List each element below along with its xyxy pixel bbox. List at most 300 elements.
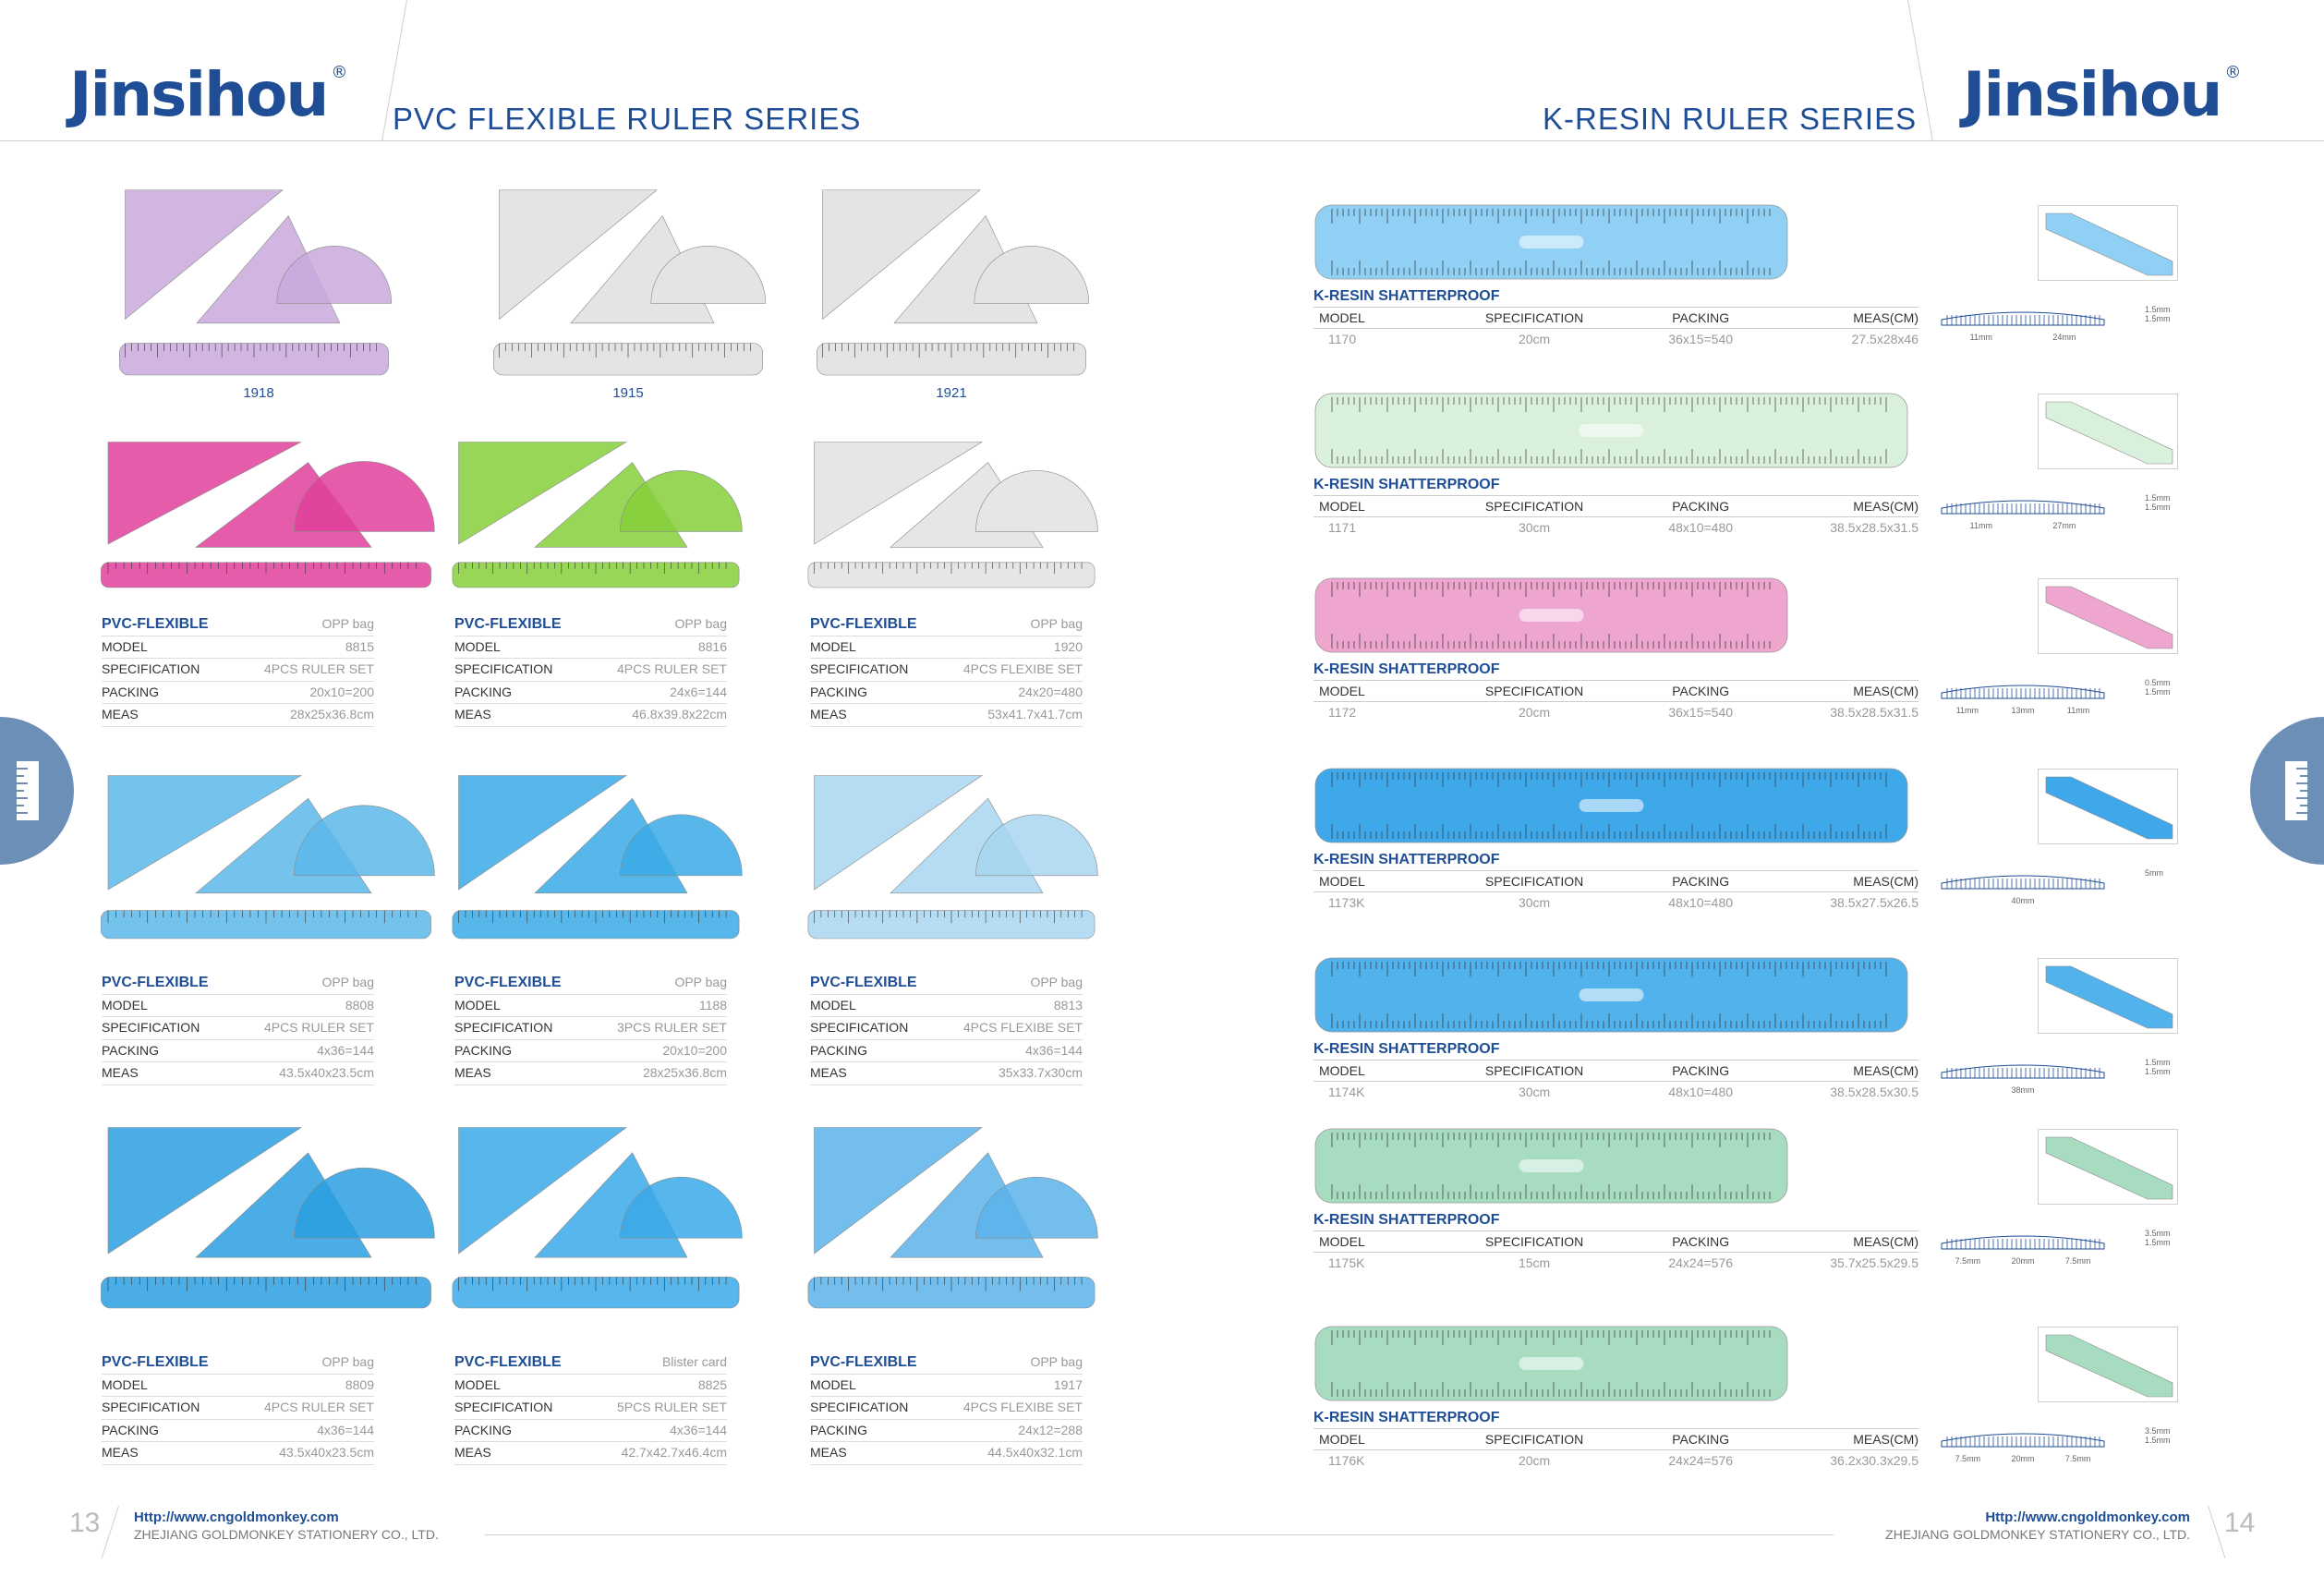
spec-label: MODEL <box>102 638 148 654</box>
thickness-dimensions <box>2145 678 2171 697</box>
thickness-dimension: 0.5mm <box>2145 678 2171 687</box>
thickness-dimensions <box>2145 305 2171 323</box>
product-type: PVC-FLEXIBLE <box>454 1354 562 1370</box>
spec-row-specification <box>102 659 374 682</box>
top-set-caption: 1921 <box>936 385 967 401</box>
spec-value: 1172 <box>1328 705 1357 720</box>
spec-label: PACKING <box>810 684 867 699</box>
kresin-title: K-RESIN SHATTERPROOF <box>1313 1410 1500 1425</box>
width-dimension: 24mm <box>2052 333 2076 342</box>
spec-row-model <box>102 995 374 1018</box>
cross-section-diagram <box>1940 1426 2180 1469</box>
spec-value: 30cm <box>1518 1085 1551 1099</box>
side-tab-right <box>2250 717 2324 865</box>
width-dimension: 27mm <box>2052 521 2076 530</box>
left-series-title: PVC FLEXIBLE RULER SERIES <box>393 102 862 136</box>
kresin-title: K-RESIN SHATTERPROOF <box>1313 477 1500 492</box>
ruler-closeup-thumbnail[interactable] <box>2038 769 2178 844</box>
spec-value: 38.5x28.5x31.5 <box>1830 705 1919 720</box>
cross-section-diagram <box>1940 493 2180 536</box>
spec-value: 1188 <box>698 997 727 1012</box>
spec-value: 43.5x40x23.5cm <box>279 1445 374 1460</box>
ruler-set-image <box>799 1118 1104 1312</box>
spec-value: 4x36=144 <box>1025 1042 1083 1058</box>
spec-value: 1920 <box>1053 638 1083 654</box>
spec-row-meas <box>102 1062 374 1085</box>
width-dimensions <box>1940 1256 2106 1266</box>
spec-row-packing <box>102 1420 374 1443</box>
spec-label: MODEL <box>1313 681 1453 702</box>
closeup-image <box>2039 394 2177 468</box>
ruler-set-image <box>91 767 442 942</box>
width-dimension: 7.5mm <box>2064 1454 2091 1463</box>
brand-logo-left <box>69 59 346 130</box>
ruler-icon <box>0 717 74 865</box>
ruler-closeup-thumbnail[interactable] <box>2038 578 2178 654</box>
ruler-image-1176K[interactable] <box>1313 1323 1789 1404</box>
closeup-image <box>2039 770 2177 843</box>
spec-value: 8809 <box>345 1376 374 1392</box>
spec-value: 5PCS RULER SET <box>616 1400 727 1414</box>
spec-row-model <box>102 1375 374 1398</box>
width-dimensions <box>1940 521 2106 530</box>
kresin-title: K-RESIN SHATTERPROOF <box>1313 288 1500 304</box>
spec-label: MODEL <box>810 997 856 1012</box>
thickness-dimension: 1.5mm <box>2145 1436 2171 1445</box>
closeup-image <box>2039 579 2177 653</box>
width-dimensions <box>1940 1454 2106 1463</box>
width-dimensions <box>1940 706 2106 715</box>
spec-value: 20cm <box>1518 705 1551 720</box>
spec-row-specification <box>454 659 727 682</box>
footer-url-left[interactable]: Http://www.cngoldmonkey.com <box>134 1509 339 1525</box>
thickness-dimension: 1.5mm <box>2145 1238 2171 1247</box>
packaging-type: OPP bag <box>1030 975 1083 989</box>
ruler-edge <box>2046 1335 2173 1397</box>
spec-row-meas <box>810 704 1083 727</box>
spec-label: PACKING <box>454 684 512 699</box>
spec-label: SPECIFICATION <box>454 1400 553 1414</box>
ruler-set-image <box>91 1118 442 1312</box>
product-type: PVC-FLEXIBLE <box>102 975 209 990</box>
product-image-8809[interactable] <box>91 1118 442 1312</box>
cross-section-diagram <box>1940 868 2180 911</box>
ruler-icon <box>2250 717 2324 865</box>
width-dimension: 11mm <box>1955 706 1979 715</box>
spec-value: 3PCS RULER SET <box>616 1020 727 1035</box>
product-type: PVC-FLEXIBLE <box>810 616 917 632</box>
thickness-dimension: 5mm <box>2145 868 2163 878</box>
spec-header-row <box>454 972 727 995</box>
packaging-type: OPP bag <box>674 616 727 631</box>
spec-row-specification <box>810 659 1083 682</box>
product-type: PVC-FLEXIBLE <box>454 616 562 632</box>
spec-header-row <box>454 613 727 636</box>
spec-row-meas <box>102 704 374 727</box>
spec-value: 53x41.7x41.7cm <box>987 707 1083 721</box>
product-image-1920[interactable] <box>799 434 1104 591</box>
width-dimension: 38mm <box>2011 1085 2035 1095</box>
product-type: PVC-FLEXIBLE <box>102 616 209 632</box>
packaging-type: OPP bag <box>674 975 727 989</box>
product-image-1917[interactable] <box>799 1118 1104 1312</box>
spec-header-row <box>810 972 1083 995</box>
spec-label: MEAS(CM) <box>1785 681 1919 702</box>
closeup-image <box>2039 1327 2177 1401</box>
product-spec-table <box>102 972 374 1085</box>
spec-label: MODEL <box>810 638 856 654</box>
ruler-image-1170[interactable] <box>1313 201 1789 283</box>
ruler-image <box>1313 575 1789 656</box>
ruler-set-image <box>485 180 771 379</box>
thickness-dimension: 1.5mm <box>2145 1058 2171 1067</box>
finger-grip <box>1580 799 1644 812</box>
footer-slash-left <box>101 1506 118 1558</box>
thickness-dimension: 3.5mm <box>2145 1426 2171 1436</box>
ruler-closeup-thumbnail[interactable] <box>2038 1129 2178 1205</box>
spec-row-meas <box>454 704 727 727</box>
spec-header-row <box>454 1352 727 1375</box>
spec-row-packing <box>102 1040 374 1063</box>
cross-section-diagram <box>1940 1229 2180 1271</box>
spec-row-packing <box>810 682 1083 705</box>
product-spec-table <box>454 613 727 727</box>
packaging-type: OPP bag <box>321 616 374 631</box>
width-dimension: 7.5mm <box>1955 1454 1981 1463</box>
spec-label: PACKING <box>1616 1429 1785 1450</box>
spec-label: SPECIFICATION <box>102 1020 200 1035</box>
spec-row-model <box>102 636 374 660</box>
top-set-1915[interactable] <box>485 180 771 379</box>
right-series-title: K-RESIN RULER SERIES <box>1543 102 1918 136</box>
thickness-dimensions <box>2145 493 2171 512</box>
spec-row-model <box>454 995 727 1018</box>
spec-label: PACKING <box>1616 308 1785 329</box>
ruler-closeup-thumbnail[interactable] <box>2038 958 2178 1034</box>
top-set-1921[interactable] <box>808 180 1095 379</box>
spec-label: SPECIFICATION <box>810 1020 909 1035</box>
product-image-8813[interactable] <box>799 767 1104 942</box>
ruler-edge <box>2046 402 2173 464</box>
product-spec-table <box>810 613 1083 727</box>
spec-label: MEAS(CM) <box>1785 1429 1919 1450</box>
spec-label: MODEL <box>454 1376 501 1392</box>
ruler-image <box>1313 1323 1789 1404</box>
spec-header-row <box>102 613 374 636</box>
product-type: PVC-FLEXIBLE <box>810 975 917 990</box>
spec-value: 36.2x30.3x29.5 <box>1830 1453 1919 1468</box>
spec-label: PACKING <box>1616 496 1785 517</box>
kresin-spec-grid <box>1313 870 1919 913</box>
spec-value: 20x10=200 <box>309 684 374 699</box>
width-dimension: 40mm <box>2011 896 2035 905</box>
spec-label: PACKING <box>454 1422 512 1437</box>
spec-value: 35.7x25.5x29.5 <box>1830 1255 1919 1270</box>
spec-label: MEAS(CM) <box>1785 871 1919 892</box>
product-image-8816[interactable] <box>443 434 748 591</box>
spec-label: SPECIFICATION <box>1453 681 1616 702</box>
thickness-dimensions <box>2145 1229 2171 1247</box>
ruler-set-image <box>91 434 442 591</box>
profile-shape <box>1940 493 2106 521</box>
spec-label: MODEL <box>1313 308 1453 329</box>
ruler-edge <box>2046 1137 2173 1199</box>
spec-row-specification <box>810 1017 1083 1040</box>
spec-label: MEAS <box>102 1445 139 1460</box>
finger-grip <box>1580 988 1644 1001</box>
spec-value: 24x24=576 <box>1668 1255 1734 1270</box>
spec-label: SPECIFICATION <box>1453 1429 1616 1450</box>
product-spec-table <box>454 1352 727 1465</box>
spec-value: 15cm <box>1518 1255 1551 1270</box>
brand-logo-right <box>1963 59 2240 130</box>
ruler-set-image <box>111 180 397 379</box>
kresin-spec-grid <box>1313 495 1919 538</box>
spec-label: MODEL <box>1313 1061 1453 1082</box>
spec-label: SPECIFICATION <box>454 661 553 676</box>
thickness-dimension: 1.5mm <box>2145 503 2171 512</box>
kresin-spec-table <box>1313 475 1919 538</box>
packaging-type: OPP bag <box>321 975 374 989</box>
product-type: PVC-FLEXIBLE <box>454 975 562 990</box>
kresin-title: K-RESIN SHATTERPROOF <box>1313 852 1500 867</box>
spec-label: PACKING <box>102 684 159 699</box>
ruler-closeup-thumbnail[interactable] <box>2038 205 2178 281</box>
profile-shape <box>1940 1058 2106 1085</box>
product-image-8808[interactable] <box>91 767 442 942</box>
width-dimension: 11mm <box>1969 333 1992 342</box>
ruler-edge <box>2046 213 2173 275</box>
spec-value: 24x24=576 <box>1668 1453 1734 1468</box>
spec-label: MODEL <box>1313 496 1453 517</box>
ruler-image-1173K[interactable] <box>1313 765 1909 846</box>
spec-value: 4PCS RULER SET <box>263 1020 374 1035</box>
width-dimension: 7.5mm <box>1955 1256 1981 1266</box>
thickness-dimension: 1.5mm <box>2145 305 2171 314</box>
spec-value: 48x10=480 <box>1668 520 1734 535</box>
spec-value: 24x6=144 <box>670 684 727 699</box>
spec-label: MEAS(CM) <box>1785 496 1919 517</box>
spec-row-packing <box>810 1040 1083 1063</box>
spec-value: 1171 <box>1328 520 1357 535</box>
spec-label: SPECIFICATION <box>1453 1231 1616 1253</box>
thickness-dimension: 3.5mm <box>2145 1229 2171 1238</box>
ruler-closeup-thumbnail[interactable] <box>2038 394 2178 469</box>
product-image-1188[interactable] <box>443 767 748 942</box>
spec-value: 28x25x36.8cm <box>642 1065 727 1080</box>
spec-row-meas <box>810 1062 1083 1085</box>
spec-label: MODEL <box>1313 1429 1453 1450</box>
finger-grip <box>1519 1159 1584 1172</box>
spec-row-model <box>810 995 1083 1018</box>
finger-grip <box>1519 609 1584 622</box>
spec-label: MODEL <box>454 638 501 654</box>
width-dimension: 13mm <box>2011 706 2035 715</box>
spec-label: MEAS <box>454 1065 491 1080</box>
closeup-image <box>2039 1130 2177 1204</box>
ruler-image <box>1313 954 1909 1036</box>
ruler-closeup-thumbnail[interactable] <box>2038 1327 2178 1402</box>
spec-label: SPECIFICATION <box>102 1400 200 1414</box>
ruler-image-1175K[interactable] <box>1313 1125 1789 1206</box>
spec-value: 48x10=480 <box>1668 1085 1734 1099</box>
ruler-edge <box>2046 587 2173 649</box>
spec-row-model <box>454 1375 727 1398</box>
spec-value: 48x10=480 <box>1668 895 1734 910</box>
width-dimension: 7.5mm <box>2064 1256 2091 1266</box>
profile-shape <box>1940 305 2106 333</box>
thickness-dimension: 1.5mm <box>2145 493 2171 503</box>
finger-grip <box>1519 1357 1584 1370</box>
spec-label: PACKING <box>102 1422 159 1437</box>
spec-value: 4PCS FLEXIBE SET <box>962 1400 1083 1414</box>
spec-label: SPECIFICATION <box>454 1020 553 1035</box>
spec-label: PACKING <box>1616 1231 1785 1253</box>
spec-value: 4x36=144 <box>317 1042 374 1058</box>
registered-mark: ® <box>2224 63 2240 82</box>
spec-label: PACKING <box>810 1042 867 1058</box>
spec-value: 8825 <box>697 1376 727 1392</box>
spec-label: MEAS <box>102 1065 139 1080</box>
ruler-edge <box>2046 966 2173 1028</box>
spec-label: SPECIFICATION <box>1453 496 1616 517</box>
spec-label: MEAS <box>810 1445 847 1460</box>
footer-url-right[interactable]: Http://www.cngoldmonkey.com <box>1985 1509 2190 1525</box>
cross-section-diagram <box>1940 678 2180 721</box>
spec-value: 4PCS FLEXIBE SET <box>962 661 1083 676</box>
product-spec-table <box>810 972 1083 1085</box>
ruler-image-1172[interactable] <box>1313 575 1789 656</box>
thickness-dimension: 1.5mm <box>2145 1067 2171 1076</box>
spec-row-packing <box>454 1040 727 1063</box>
spec-value: 27.5x28x46 <box>1851 332 1919 346</box>
page-number-right: 14 <box>2224 1508 2256 1538</box>
kresin-spec-table <box>1313 660 1919 722</box>
ruler-image-1174K[interactable] <box>1313 954 1909 1036</box>
profile-shape <box>1940 1229 2106 1256</box>
spec-row-meas <box>454 1442 727 1465</box>
spec-value: 30cm <box>1518 520 1551 535</box>
ruler-set-image <box>799 767 1104 942</box>
width-dimension: 11mm <box>2066 706 2090 715</box>
spec-label: SPECIFICATION <box>102 661 200 676</box>
spec-row-model <box>454 636 727 660</box>
width-dimensions <box>1940 896 2106 905</box>
spec-value: 1170 <box>1328 332 1357 346</box>
footer-company-left: ZHEJIANG GOLDMONKEY STATIONERY CO., LTD. <box>134 1527 439 1542</box>
spec-value: 8813 <box>1053 997 1083 1012</box>
spec-row-specification <box>454 1017 727 1040</box>
spec-row-specification <box>454 1397 727 1420</box>
spec-label: PACKING <box>102 1042 159 1058</box>
spec-header-row <box>810 1352 1083 1375</box>
spec-header-row <box>102 972 374 995</box>
spec-value: 43.5x40x23.5cm <box>279 1065 374 1080</box>
spec-label: SPECIFICATION <box>1453 871 1616 892</box>
spec-row-packing <box>454 682 727 705</box>
page-number-left: 13 <box>69 1508 101 1538</box>
spec-row-model <box>810 636 1083 660</box>
ruler-set-image <box>808 180 1095 379</box>
ruler-set-image <box>443 767 748 942</box>
top-set-caption: 1915 <box>612 385 644 401</box>
spec-row-meas <box>102 1442 374 1465</box>
spec-value: 46.8x39.8x22cm <box>632 707 727 721</box>
kresin-spec-table <box>1313 1408 1919 1471</box>
thickness-dimensions <box>2145 1426 2171 1445</box>
spec-label: MEAS <box>102 707 139 721</box>
width-dimension: 20mm <box>2011 1256 2035 1266</box>
kresin-spec-grid <box>1313 1060 1919 1102</box>
cross-section-diagram <box>1940 305 2180 347</box>
spec-value: 20cm <box>1518 1453 1551 1468</box>
side-tab-left <box>0 717 74 865</box>
spec-label: MODEL <box>102 997 148 1012</box>
spec-label: PACKING <box>810 1422 867 1437</box>
spec-value: 1175K <box>1328 1255 1365 1270</box>
spec-value: 44.5x40x32.1cm <box>987 1445 1083 1460</box>
kresin-title: K-RESIN SHATTERPROOF <box>1313 1041 1500 1057</box>
spec-label: MEAS <box>454 707 491 721</box>
thickness-dimension: 1.5mm <box>2145 687 2171 697</box>
spec-row-specification <box>810 1397 1083 1420</box>
cross-section-diagram <box>1940 1058 2180 1100</box>
product-spec-table <box>454 972 727 1085</box>
spec-value: 24x12=288 <box>1018 1422 1083 1437</box>
ruler-set-image <box>443 434 748 591</box>
kresin-spec-table <box>1313 1039 1919 1102</box>
spec-label: PACKING <box>454 1042 512 1058</box>
product-image-8825[interactable] <box>443 1118 748 1312</box>
spec-value: 1174K <box>1328 1085 1365 1099</box>
spec-row-packing <box>102 682 374 705</box>
spec-value: 20cm <box>1518 332 1551 346</box>
spec-label: MODEL <box>1313 1231 1453 1253</box>
width-dimension: 20mm <box>2011 1454 2035 1463</box>
ruler-image-1171[interactable] <box>1313 390 1909 471</box>
spec-value: 35x33.7x30cm <box>998 1065 1083 1080</box>
footer-company-right: ZHEJIANG GOLDMONKEY STATIONERY CO., LTD. <box>1885 1527 2190 1542</box>
top-set-1918[interactable] <box>111 180 397 379</box>
product-image-8815[interactable] <box>91 434 442 591</box>
spec-row-model <box>810 1375 1083 1398</box>
brand-name: Jinsihou <box>69 59 328 130</box>
product-spec-table <box>810 1352 1083 1465</box>
kresin-spec-grid <box>1313 1428 1919 1471</box>
spec-row-specification <box>102 1397 374 1420</box>
spec-value: 4PCS RULER SET <box>263 661 374 676</box>
spec-label: SPECIFICATION <box>810 661 909 676</box>
spec-label: SPECIFICATION <box>1453 1061 1616 1082</box>
spec-value: 4x36=144 <box>670 1422 727 1437</box>
spec-value: 36x15=540 <box>1668 705 1734 720</box>
profile-shape <box>1940 868 2106 896</box>
spec-label: SPECIFICATION <box>1453 308 1616 329</box>
ruler-image <box>1313 765 1909 846</box>
product-spec-table <box>102 613 374 727</box>
product-type: PVC-FLEXIBLE <box>102 1354 209 1370</box>
footer-divider <box>485 1534 1834 1535</box>
spec-label: PACKING <box>1616 871 1785 892</box>
spec-label: MEAS <box>454 1445 491 1460</box>
spec-header-row <box>102 1352 374 1375</box>
spec-value: 38.5x28.5x30.5 <box>1830 1085 1919 1099</box>
kresin-spec-grid <box>1313 680 1919 722</box>
product-type: PVC-FLEXIBLE <box>810 1354 917 1370</box>
spec-value: 4PCS RULER SET <box>616 661 727 676</box>
thickness-dimensions <box>2145 868 2163 878</box>
kresin-spec-grid <box>1313 1230 1919 1273</box>
